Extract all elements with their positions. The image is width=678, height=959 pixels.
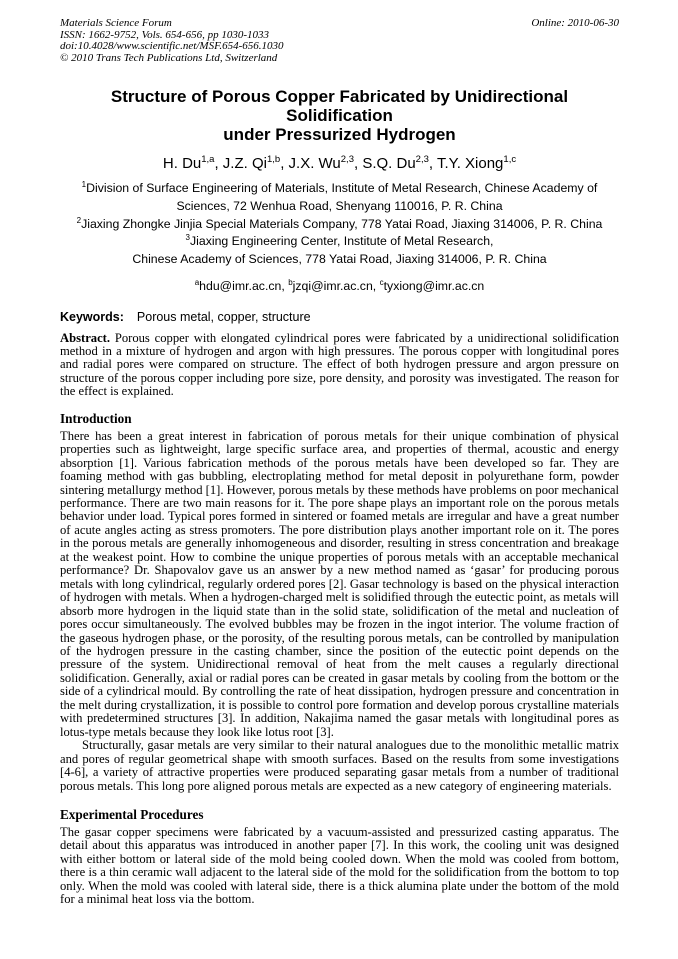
issn-line: ISSN: 1662-9752, Vols. 654-656, pp 1030-1033 — [60, 28, 269, 41]
affiliation-number: 1 — [81, 180, 87, 190]
author-affiliation-marker: 1,a — [201, 154, 215, 166]
abstract-label: Abstract. — [60, 330, 111, 345]
paper-title-line2: under Pressurized Hydrogen — [223, 125, 456, 145]
keywords-text: Porous metal, copper, structure — [136, 309, 311, 324]
email-marker: b — [288, 277, 293, 287]
paper-title — [60, 87, 619, 144]
doi-line: doi:10.4028/www.scientific.net/MSF.654-656.1030 — [60, 40, 284, 53]
online-date: Online: 2010-06-30 — [531, 17, 619, 29]
email-address: hdu@imr.ac.cn, — [199, 278, 289, 293]
author-affiliation-marker: 1,c — [503, 154, 517, 166]
affiliation-line — [60, 214, 619, 232]
affiliation-number: 3 — [185, 233, 190, 243]
affiliation-text: Division of Surface Engineering of Materials, Institute of Metal Research, Chinese Academy of — [86, 181, 598, 196]
abstract-text: Porous copper with elongated cylindrical pores were fabricated by a unidirectional solidification method in a mixture of hydrogen and argon with high pressures. The porous copper with longitudinal pores and radial pores were compared on structure. The effect of both hydrogen pressure and argon pressure on structure of the porous copper including pore size, pore density, and porosity was investigated. The reason for the effect is explained. — [60, 330, 619, 399]
authors-line — [60, 151, 619, 172]
affiliation-text: Jiaxing Engineering Center, Institute of Metal Research, — [189, 234, 494, 249]
affiliation-number: 2 — [76, 215, 82, 225]
author-name: H. Du — [162, 155, 202, 173]
abstract-paragraph — [60, 332, 619, 399]
author-name: , T.Y. Xiong — [428, 155, 504, 173]
affiliation-text: Jiaxing Zhongke Jinjia Special Materials Company, 778 Yatai Road, Jiaxing 314006, P. R. China — [81, 216, 603, 231]
email-marker: a — [194, 277, 200, 287]
copyright-line: © 2010 Trans Tech Publications Ltd, Switzerland — [60, 51, 278, 64]
publication-header — [60, 18, 619, 64]
author-name: , J.X. Wu — [280, 155, 341, 173]
section-heading-experimental-procedures: Experimental Procedures — [60, 807, 204, 822]
keywords-line — [60, 310, 619, 324]
journal-name: Materials Science Forum — [60, 17, 172, 29]
introduction-paragraph-1: There has been a great interest in fabrication of porous metals for their unique combination of physical properties such as lightweight, large specific surface area, and properties of thermal, acoustic and energy absorption [1]. Various fabrication methods of the porous metals have been developed so far. They are foaming method with gas bubbling, electroplating method for metal deposit in polyurethane form, powder sintering metallurgy method [1]. However, porous metals by these methods have problems on poor mechanical performance. There are two main reasons for it. The pore shape plays an important role on the porous metals behavior under load. Typical pores formed in sintered or foamed metals are irregular and have a great number of acute angles acting as stress promoters. The pore distribution plays another important role on it. The pores in the porous metals are generally inhomogeneous and disorder, resulting in stress concentration and breakage at the weakest point. How to combine the unique properties of porous metals with an acceptable mechanical performance? Dr. Shapovalov gave us an answer by a new method named as ‘gasar’ for producing porous metals with long cylindrical, regularly ordered pores [2]. Gasar technology is based on the physical interaction of hydrogen with metals. When a hydrogen-charged melt is solidified through the eutectic point, as metals will absorb more hydrogen in the liquid state than in the solid state, solidification of the metal and nucleation of pores occur simultaneously. The evolved bubbles may be frozen in the ingot interior. The volume fraction of the gaseous hydrogen phase, or the porosity, of the resulting porous metals, can be controlled by manipulation of the hydrogen pressure in the casting chamber, since the position of the eutectic point depends on the pressure of the system. Unidirectional removal of heat from the melt causes a regularly directional solidification. Generally, axial or radial pores can be created in gasar metals by cooling from the bottom or the side of a cylindrical mould. By controlling the rate of heat dissipation, hydrogen pressure and concentration in the melt during crystallization, it is possible to control pore formation and develop porous crystalline materials with predetermined structures [3]. In addition, Nakajima named the gasar metals with longitudinal pores as lotus-type metals because they look like lotus root [3]. — [60, 428, 619, 739]
introduction-paragraph-2: Structurally, gasar metals are very similar to their natural analogues due to the monolithic metallic matrix and pores of regular geometrical shape with smooth surfaces. Based on the results from some investigations [4-6], a variety of attractive properties were produced separating gasar metals from a number of traditional porous metals. This long pore aligned porous metals are expected as a new category of engineering materials. — [60, 738, 619, 793]
affiliation-line — [60, 249, 619, 267]
email-marker: c — [379, 277, 384, 287]
author-affiliation-marker: 2,3 — [415, 154, 429, 166]
email-address: jzqi@imr.ac.cn, — [292, 278, 380, 293]
affiliation-line — [60, 196, 619, 214]
affiliation-text: Sciences, 72 Wenhua Road, Shenyang 110016, P. R. China — [176, 199, 503, 214]
experimental-paragraph-1: The gasar copper specimens were fabricated by a vacuum-assisted and pressurized casting apparatus. The detail about this apparatus was introduced in another paper [7]. In this work, the cooling unit was designed with either bottom or lateral side of the mold being cooled down. When the mold was cooled from bottom, there is a thin ceramic wall adjacent to the lateral side of the mold for the solidification from the bottom to top only. When the mold was cooled with lateral side, there is a thick alumina plate under the bottom of the mold for a minimal heat loss via the bottom. — [60, 825, 619, 907]
author-affiliation-marker: 1,b — [266, 154, 281, 166]
affiliation-line — [60, 231, 619, 249]
author-name: , S.Q. Du — [353, 155, 416, 173]
affiliation-text: Chinese Academy of Sciences, 778 Yatai Road, Jiaxing 314006, P. R. China — [132, 252, 547, 267]
emails-line — [60, 276, 619, 294]
affiliation-line — [60, 178, 619, 196]
affiliations-block — [60, 178, 619, 266]
publication-info — [60, 18, 284, 64]
keywords-label: Keywords: — [60, 309, 124, 324]
paper-title-line1: Structure of Porous Copper Fabricated by Unidirectional Solidification — [110, 87, 569, 126]
author-affiliation-marker: 2,3 — [340, 154, 354, 166]
section-heading-introduction: Introduction — [60, 410, 132, 426]
email-address: tyxiong@imr.ac.cn — [383, 278, 485, 293]
author-name: , J.Z. Qi — [214, 155, 267, 173]
